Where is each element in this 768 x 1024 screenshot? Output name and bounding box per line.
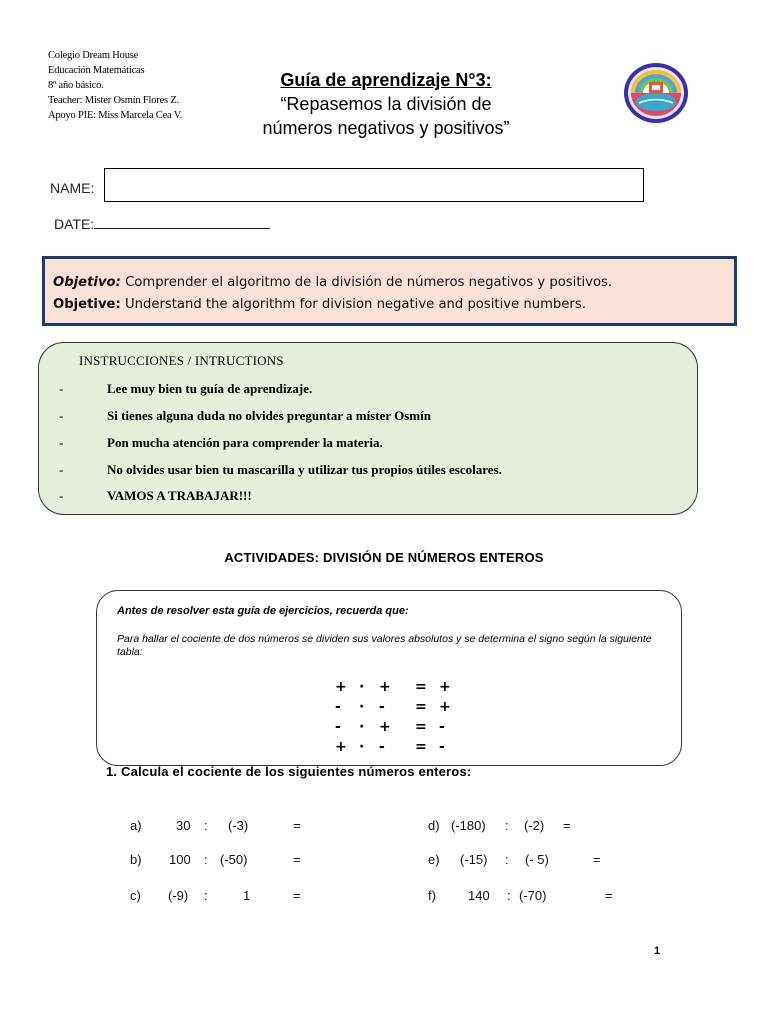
exercise-divisor: (-3) [228, 818, 249, 833]
sign-cell: · [359, 679, 365, 695]
pie-support: Apoyo PIE: Miss Marcela Cea V. [48, 110, 183, 121]
sign-cell: - [335, 719, 341, 735]
sign-cell: - [379, 739, 385, 755]
name-field[interactable] [104, 168, 644, 202]
sign-cell: + [335, 739, 347, 755]
school-info [48, 48, 182, 123]
bullet-dash: - [59, 381, 64, 396]
exercise-operator: : [505, 818, 509, 833]
bullet-dash: - [59, 435, 64, 450]
subject: Educación Matemáticas [48, 65, 145, 76]
exercise-divisor: 1 [243, 888, 251, 903]
sign-cell: + [379, 679, 391, 695]
exercise-dividend: (-15) [460, 852, 488, 867]
exercise-operator: : [204, 852, 208, 867]
sign-cell: = [415, 679, 427, 695]
exercise-dividend: 140 [468, 888, 490, 903]
sign-cell: + [439, 699, 451, 715]
teacher: Teacher: Mister Osmín Flores Z. [48, 95, 179, 106]
exercise-divisor: (-2) [524, 818, 545, 833]
sign-cell: - [335, 699, 341, 715]
exercise-operator: : [507, 888, 511, 903]
sign-cell: · [359, 719, 365, 735]
instruction-text: Lee muy bien tu guía de aprendizaje. [107, 381, 313, 396]
exercise-operator: : [204, 818, 208, 833]
exercise-label: e) [428, 852, 440, 867]
instructions-title: INSTRUCCIONES / INTRUCTIONS [79, 353, 284, 368]
date-line [94, 216, 270, 229]
grade: 8º año básico. [48, 80, 104, 91]
objective-en [53, 294, 726, 316]
exercise-operator: : [204, 888, 208, 903]
exercise-label: f) [428, 888, 436, 903]
bullet-dash: - [59, 488, 64, 503]
instruction-text: Pon mucha atención para comprender la materia. [107, 435, 383, 450]
exercise-divisor: (-50) [220, 852, 248, 867]
instruction-text: No olvides usar bien tu mascarilla y utilizar tus propios útiles escolares. [107, 462, 502, 477]
activities-title: ACTIVIDADES: DIVISIÓN DE NÚMEROS ENTEROS [224, 550, 544, 565]
sign-cell: - [439, 719, 445, 735]
exercise-divisor: (- 5) [525, 852, 549, 867]
page-number: 1 [654, 945, 661, 957]
sign-cell: + [335, 679, 347, 695]
rule-heading: Antes de resolver esta guía de ejercicios, recuerda que: [117, 605, 409, 617]
objective-box [42, 256, 737, 326]
exercise-divisor: (-70) [519, 888, 547, 903]
exercise-dividend: 30 [176, 818, 191, 833]
exercise-label: c) [130, 888, 141, 903]
sign-cell: = [415, 699, 427, 715]
rule-text: Para hallar el cociente de dos números se dividen sus valores absolutos y se determina el signo según la siguiente tabla: [117, 633, 652, 658]
exercise-equals: = [605, 888, 613, 903]
bullet-dash: - [59, 408, 64, 423]
sign-cell: · [359, 699, 365, 715]
sign-cell: = [415, 719, 427, 735]
sign-cell: - [439, 739, 445, 755]
bullet-dash: - [59, 462, 64, 477]
sign-cell: = [415, 739, 427, 755]
sign-cell: + [379, 719, 391, 735]
objective-es [53, 272, 726, 294]
title-line-3: números negativos y positivos” [262, 118, 510, 138]
question-1: 1. Calcula el cociente de los siguientes números enteros: [106, 764, 472, 779]
sign-rule-box [96, 590, 682, 766]
date-label: DATE: [54, 216, 95, 232]
instruction-text: Si tienes alguna duda no olvides preguntar a míster Osmín [107, 408, 431, 423]
name-label: NAME: [50, 180, 95, 196]
objective-es-label: Objetivo: [53, 275, 121, 290]
title-line-2: “Repasemos la división de [280, 94, 492, 114]
school-name: Colegio Dream House [48, 50, 139, 61]
school-crest-logo [623, 62, 689, 124]
exercise-label: a) [130, 818, 142, 833]
instructions-box [38, 342, 698, 515]
exercise-label: d) [428, 818, 440, 833]
sign-cell: - [379, 699, 385, 715]
exercise-equals: = [563, 818, 571, 833]
objective-en-label: Objetive: [53, 297, 121, 312]
exercise-dividend: (-9) [168, 888, 189, 903]
objective-es-text: Comprender el algoritmo de la división de números negativos y positivos. [120, 275, 613, 290]
date-field[interactable] [54, 216, 270, 232]
exercise-operator: : [505, 852, 509, 867]
exercise-equals: = [593, 852, 601, 867]
sign-cell: · [359, 739, 365, 755]
exercise-equals: = [293, 852, 301, 867]
sign-cell: + [439, 679, 451, 695]
exercise-equals: = [293, 818, 301, 833]
title-line-1: Guía de aprendizaje N°3: [280, 70, 492, 90]
page-title [226, 68, 546, 140]
exercise-dividend: (-180) [451, 818, 486, 833]
exercise-dividend: 100 [169, 852, 191, 867]
exercise-equals: = [293, 888, 301, 903]
exercise-label: b) [130, 852, 142, 867]
objective-en-text: Understand the algorithm for division negative and positive numbers. [120, 297, 586, 312]
instruction-text: VAMOS A TRABAJAR!!! [107, 488, 252, 503]
